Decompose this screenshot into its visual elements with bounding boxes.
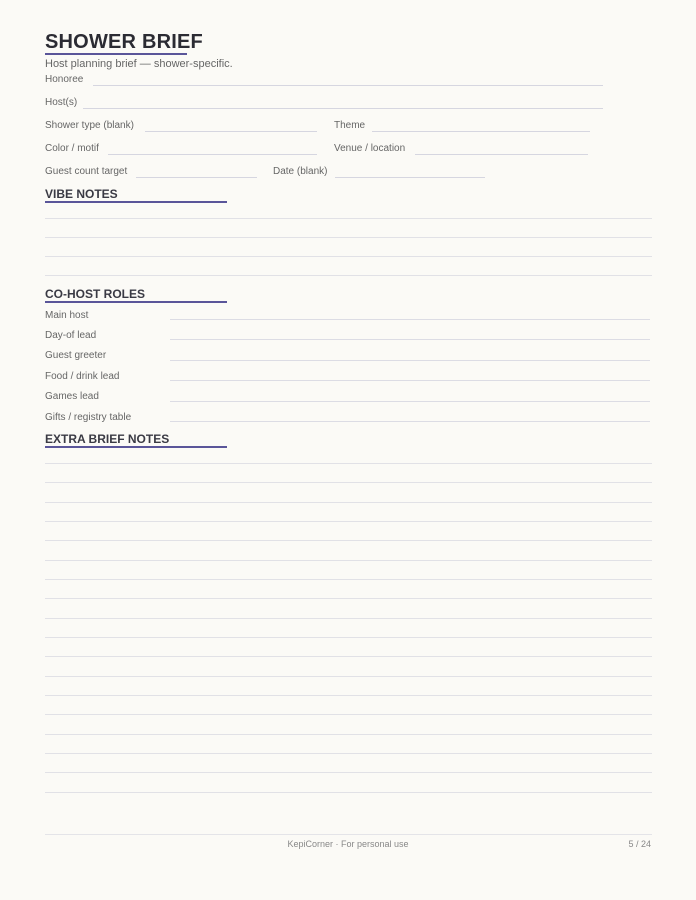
venue-label: Venue / location (334, 143, 406, 154)
page-number: 5 / 24 (628, 839, 651, 849)
date-line[interactable] (335, 177, 485, 178)
cohost-roles-heading: CO-HOST ROLES (45, 287, 146, 301)
role-label-food-drink-lead: Food / drink lead (45, 371, 120, 382)
hosts-line[interactable] (83, 108, 603, 109)
role-line-main-host[interactable] (170, 319, 650, 320)
extra-notes-underline (45, 446, 227, 448)
extra-note-line[interactable] (45, 792, 652, 793)
extra-note-line[interactable] (45, 521, 652, 522)
guest-count-line[interactable] (136, 177, 257, 178)
vibe-notes-heading: VIBE NOTES (45, 187, 118, 201)
footer-brand: KepiCorner · For personal use (287, 839, 409, 849)
extra-note-line[interactable] (45, 772, 652, 773)
extra-note-line[interactable] (45, 560, 652, 561)
role-label-guest-greeter: Guest greeter (45, 350, 107, 361)
vibe-notes-underline (45, 201, 227, 203)
guest-count-label: Guest count target (45, 166, 128, 177)
vibe-note-line[interactable] (45, 237, 652, 238)
role-line-food-drink-lead[interactable] (170, 380, 650, 381)
role-label-gifts-registry: Gifts / registry table (45, 412, 132, 423)
vibe-note-line[interactable] (45, 275, 652, 276)
extra-note-line[interactable] (45, 637, 652, 638)
theme-line[interactable] (372, 131, 590, 132)
vibe-note-line[interactable] (45, 218, 652, 219)
extra-note-line[interactable] (45, 502, 652, 503)
cohost-roles-underline (45, 301, 227, 303)
role-label-games-lead: Games lead (45, 391, 99, 402)
color-motif-line[interactable] (108, 154, 317, 155)
color-motif-label: Color / motif (45, 143, 99, 154)
extra-note-line[interactable] (45, 734, 652, 735)
vibe-note-line[interactable] (45, 256, 652, 257)
date-label: Date (blank) (273, 166, 328, 177)
extra-note-line[interactable] (45, 540, 652, 541)
role-label-day-of-lead: Day-of lead (45, 330, 97, 341)
venue-line[interactable] (415, 154, 588, 155)
honoree-line[interactable] (93, 85, 603, 86)
extra-note-line[interactable] (45, 618, 652, 619)
extra-note-line[interactable] (45, 598, 652, 599)
role-line-games-lead[interactable] (170, 401, 650, 402)
extra-note-line[interactable] (45, 714, 652, 715)
theme-label: Theme (334, 120, 366, 131)
extra-note-line[interactable] (45, 753, 652, 754)
role-line-guest-greeter[interactable] (170, 360, 650, 361)
role-line-day-of-lead[interactable] (170, 339, 650, 340)
role-label-main-host: Main host (45, 310, 89, 321)
page-subtitle: Host planning brief — shower-specific. (45, 58, 233, 70)
extra-note-line[interactable] (45, 676, 652, 677)
role-line-gifts-registry[interactable] (170, 421, 650, 422)
honoree-label: Honoree (45, 74, 84, 85)
shower-type-line[interactable] (145, 131, 317, 132)
extra-notes-heading: EXTRA BRIEF NOTES (45, 432, 170, 446)
extra-note-line[interactable] (45, 656, 652, 657)
title-underline (45, 53, 187, 55)
footer-divider (45, 834, 652, 835)
extra-note-line[interactable] (45, 579, 652, 580)
shower-type-label: Shower type (blank) (45, 120, 134, 131)
page-title: SHOWER BRIEF (45, 31, 203, 53)
extra-note-line[interactable] (45, 482, 652, 483)
extra-note-line[interactable] (45, 463, 652, 464)
extra-note-line[interactable] (45, 695, 652, 696)
hosts-label: Host(s) (45, 97, 78, 108)
